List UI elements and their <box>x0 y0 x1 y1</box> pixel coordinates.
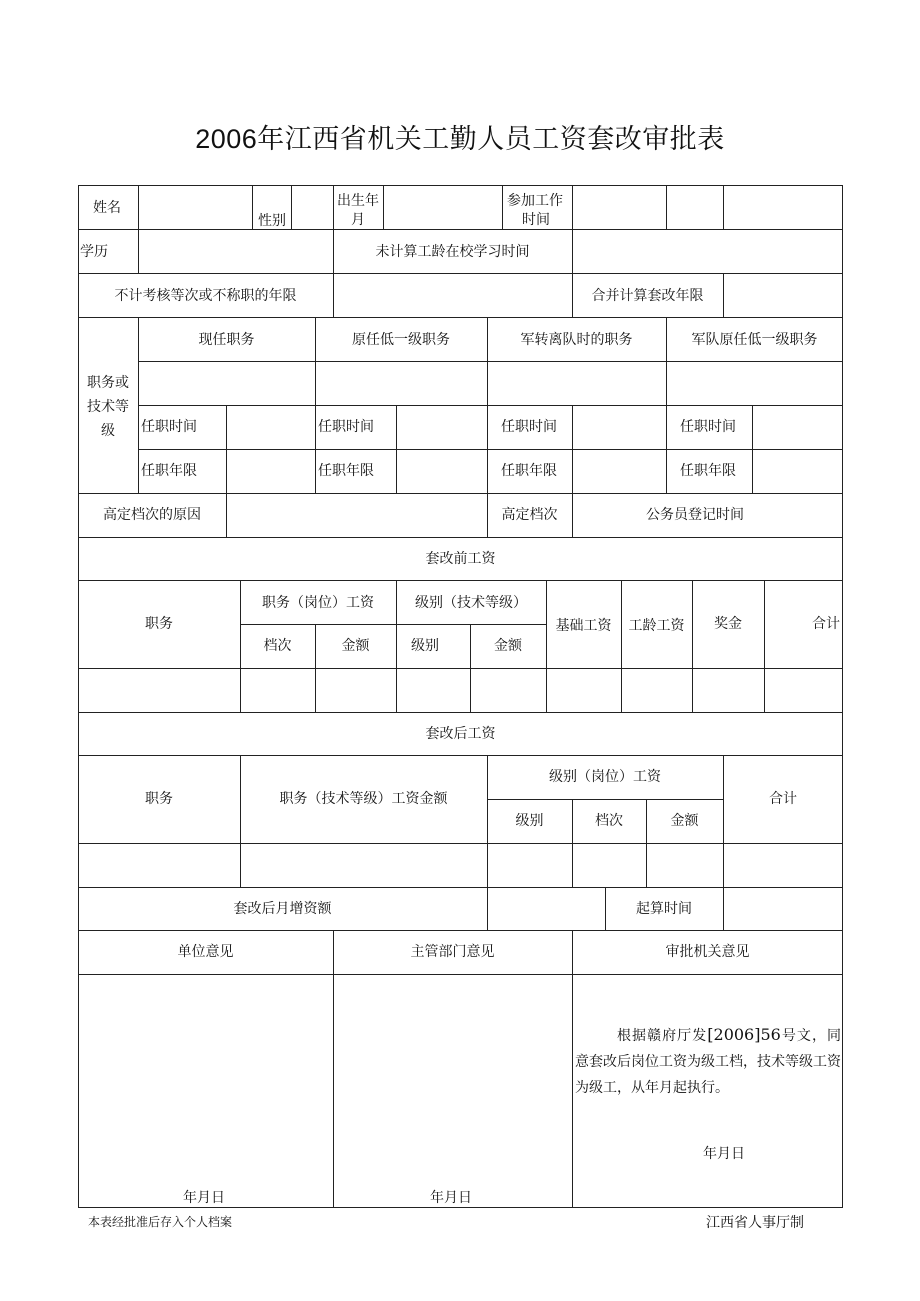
tenure-years-label: 任职年限 <box>680 463 736 479</box>
col-line <box>692 580 693 712</box>
col-line <box>291 185 292 229</box>
amount-header: 金额 <box>341 638 370 654</box>
row-line <box>78 712 843 713</box>
approval-text <box>575 1022 841 1101</box>
col-line <box>333 930 334 1208</box>
army-post-header: 军转离队时的职务 <box>520 332 633 348</box>
name-label: 姓名 <box>93 200 121 216</box>
after-reform-header: 套改后工资 <box>425 726 496 742</box>
education-label: 学历 <box>80 244 108 260</box>
col-line <box>723 887 724 930</box>
row-line <box>78 537 843 538</box>
high-grade-label: 高定档次 <box>501 507 558 523</box>
col-line <box>723 755 724 887</box>
col-line <box>723 273 724 317</box>
col-line <box>572 405 573 537</box>
current-post-header: 现任职务 <box>198 332 255 348</box>
row-line <box>78 755 843 756</box>
total-header: 合计 <box>769 791 797 807</box>
col-line <box>502 185 503 229</box>
col-line <box>383 185 384 229</box>
work-start-label-line1: 参加工作 <box>507 193 563 209</box>
total-header: 合计 <box>812 616 840 632</box>
civil-servant-registration-label: 公务员登记时间 <box>646 507 744 523</box>
gender-label: 性别 <box>258 213 286 229</box>
tenure-time-label: 任职时间 <box>141 419 197 435</box>
row-line <box>78 887 843 888</box>
level-post-wage-header: 级别（岗位）工资 <box>549 769 661 785</box>
post-label-line2: 技术等 <box>87 399 129 415</box>
before-reform-header: 套改前工资 <box>425 551 496 567</box>
col-line <box>723 185 724 229</box>
duty-header: 职务 <box>145 616 173 632</box>
col-line <box>621 580 622 712</box>
dept-date: 年月日 <box>430 1190 472 1206</box>
col-line <box>752 405 753 493</box>
birth-label-line1: 出生年 <box>337 193 379 209</box>
dept-opinion-header: 主管部门意见 <box>410 944 495 960</box>
row-line <box>78 843 843 844</box>
col-line <box>764 580 765 712</box>
post-label-line3: 级 <box>101 423 115 439</box>
col-line <box>252 185 253 229</box>
level-header: 级别 <box>515 813 544 829</box>
basic-wage-header: 基础工资 <box>555 618 612 634</box>
row-line <box>78 668 843 669</box>
not-counted-years-label: 不计考核等次或不称职的年限 <box>114 288 297 304</box>
approval-date: 年月日 <box>703 1146 745 1162</box>
row-line <box>78 580 843 581</box>
row-line <box>78 229 843 230</box>
unit-date: 年月日 <box>183 1190 225 1206</box>
row-line <box>138 361 843 362</box>
army-lower-post-header: 军队原任低一级职务 <box>691 332 818 348</box>
row-line <box>487 799 723 800</box>
amount-header: 金额 <box>494 638 522 654</box>
duty-header: 职务 <box>145 791 173 807</box>
work-start-label-line2: 时间 <box>522 212 550 228</box>
col-line <box>546 580 547 712</box>
birth-label-line2: 月 <box>351 212 365 228</box>
col-line <box>572 930 573 1208</box>
grade-header: 档次 <box>263 638 292 654</box>
start-time-label: 起算时间 <box>636 901 692 917</box>
row-line <box>78 493 843 494</box>
row-line <box>78 974 843 975</box>
col-line <box>487 317 488 537</box>
col-line <box>666 185 667 229</box>
post-label-line1: 职务或 <box>87 375 129 391</box>
tenure-time-label: 任职时间 <box>318 419 374 435</box>
col-line <box>396 405 397 493</box>
school-time-label: 未计算工龄在校学习时间 <box>375 244 530 260</box>
approval-doc-number: [2006]56 <box>707 1025 781 1044</box>
col-line <box>138 185 139 273</box>
page-title: 2006年江西省机关工勤人员工资套改审批表 <box>195 124 725 154</box>
level-header: 级别 <box>411 638 439 654</box>
row-line <box>78 930 843 931</box>
footer-note: 本表经批准后存入个人档案 <box>88 1215 233 1229</box>
approval-opinion-header: 审批机关意见 <box>665 944 750 960</box>
row-line <box>78 317 843 318</box>
footer-issuer: 江西省人事厅制 <box>706 1215 804 1231</box>
amount-header: 金额 <box>670 813 699 829</box>
row-line <box>78 273 843 274</box>
approval-text-pre: 根据赣府厅发 <box>617 1028 708 1044</box>
high-grade-reason-label: 高定档次的原因 <box>103 507 201 523</box>
tenure-time-label: 任职时间 <box>501 419 557 435</box>
col-line <box>240 755 241 887</box>
merged-years-label: 合并计算套改年限 <box>591 288 704 304</box>
orig-lower-post-header: 原任低一级职务 <box>352 332 450 348</box>
unit-opinion-header: 单位意见 <box>177 944 234 960</box>
tenure-years-label: 任职年限 <box>318 463 374 479</box>
post-wage-header: 职务（岗位）工资 <box>262 595 374 611</box>
row-line <box>138 449 843 450</box>
tenure-years-label: 任职年限 <box>501 463 557 479</box>
tenure-years-label: 任职年限 <box>141 463 197 479</box>
grade-header: 档次 <box>595 813 623 829</box>
duty-tech-amount-header: 职务（技术等级）工资金额 <box>279 791 448 807</box>
tenure-time-label: 任职时间 <box>680 419 736 435</box>
monthly-increase-label: 套改后月增资额 <box>233 901 332 917</box>
bonus-header: 奖金 <box>714 616 742 632</box>
level-tech-header: 级别（技术等级） <box>415 595 527 611</box>
approval-text-post: 号文，同意套改后岗位工资为级工档，技术等级工资为级工，从年月起执行。 <box>575 1028 842 1096</box>
col-line <box>226 405 227 537</box>
row-line <box>138 405 843 406</box>
seniority-wage-header: 工龄工资 <box>628 618 685 634</box>
row-line <box>240 624 546 625</box>
